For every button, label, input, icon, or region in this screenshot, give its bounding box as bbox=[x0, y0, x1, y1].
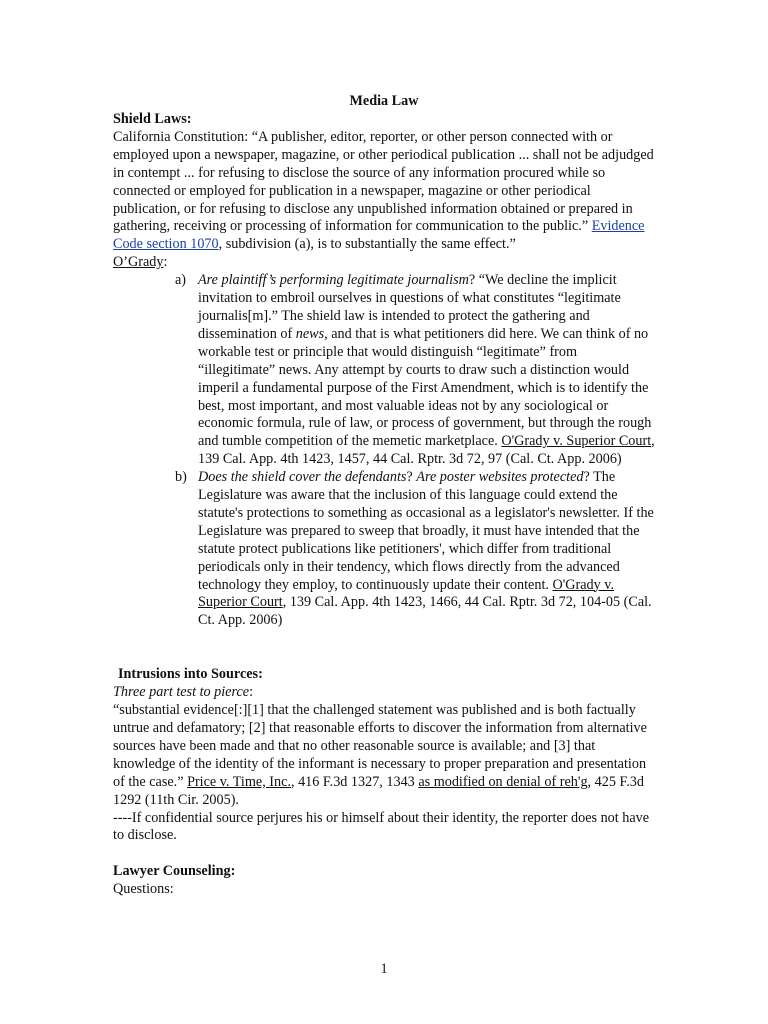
question-legitimate-journalism: Are plaintiff’s performing legitimate journalism bbox=[198, 272, 469, 289]
item-a-citation-rest: , 139 Cal. App. 4th 1423, 1457, 44 Cal. Rptr. 3d 72, 97 (Cal. Ct. App. 2006) bbox=[198, 433, 655, 468]
item-a-news: news, bbox=[295, 325, 328, 342]
item-a-citation-case: O'Grady v. Superior Court bbox=[501, 433, 652, 450]
section-spacer bbox=[113, 630, 655, 666]
questions-label: Questions: bbox=[113, 881, 174, 898]
document-page bbox=[113, 93, 655, 899]
item-b-citation-rest: , 139 Cal. App. 4th 1423, 1466, 44 Cal. Rptr. 3d 72, 104-05 (Cal. Ct. App. 2006) bbox=[198, 594, 652, 629]
question-shield-cover: Does the shield cover the defendants bbox=[198, 469, 407, 486]
list-item-a bbox=[113, 272, 655, 469]
item-b-sep: ? bbox=[406, 469, 417, 486]
list-marker-b: b) bbox=[175, 469, 187, 486]
item-b-citation-case: O'Grady v. Superior Court bbox=[198, 576, 615, 611]
three-part-test-label bbox=[113, 684, 655, 702]
item-a-text-2: and that is what petitioners did here. We can think of no workable test or principle that would distinguish “legitimate” from “illegitimate” news. Any attempt by courts to draw such a distinction would imperil a fundamental purpose of the First Amendment, which is to identify the best, most important, and most valuable ideas not by any sociological or economic formula, rule of law, or process of government, but through the rough and tumble competition of the memetic marketplace. bbox=[198, 325, 652, 450]
page-number: 1 bbox=[380, 961, 388, 977]
item-a-text-1: ? “We decline the implicit invitation to embroil ourselves in questions of what constitutes “legitimate journalis[m].” The shield law is intended to protect the gathering and dissemination of bbox=[198, 272, 621, 342]
california-constitution-paragraph bbox=[113, 129, 655, 254]
constitution-quote: California Constitution: “A publisher, editor, reporter, or other person connected with or employed upon a newspaper, magazine, or other periodical publication ... shall not be adjudged in contempt ... for refusing to disclose the source of any information procured while so connected or employed for publication in a newspaper, magazine or other periodical publication, or for refusing to disclose any unpublished information obtained or prepared in gathering, receiving or processing of information for communication to the public.” bbox=[113, 128, 654, 235]
three-part-test-colon: : bbox=[249, 684, 254, 701]
ogrady-colon: : bbox=[163, 254, 168, 271]
intrusions-heading: Intrusions into Sources: bbox=[118, 666, 263, 683]
ogrady-case-name: O’Grady bbox=[113, 254, 164, 271]
constitution-quote-tail: , subdivision (a), is to substantially the same effect.” bbox=[218, 236, 516, 253]
price-quote-paragraph bbox=[113, 702, 655, 809]
section-spacer bbox=[113, 845, 655, 863]
list-item-b bbox=[113, 469, 655, 630]
price-citation-tail: 425 F.3d 1292 (11th Cir. 2005). bbox=[113, 773, 644, 808]
evidence-code-link[interactable]: Evidence Code section 1070 bbox=[113, 218, 645, 253]
ogrady-label bbox=[113, 254, 655, 272]
lawyer-counseling-heading: Lawyer Counseling: bbox=[113, 863, 236, 880]
confidential-source-note: ----If confidential source perjures his or himself about their identity, the reporter does not have to disclose. bbox=[113, 809, 650, 844]
list-marker-a: a) bbox=[175, 272, 187, 289]
price-citation-modified: as modified on denial of reh'g, bbox=[418, 773, 592, 790]
price-citation-mid: , 416 F.3d 1327, 1343 bbox=[290, 773, 419, 790]
three-part-test-text: Three part test to pierce bbox=[113, 684, 250, 701]
question-poster-websites: Are poster websites protected bbox=[416, 469, 584, 486]
document-title: Media Law bbox=[349, 93, 419, 109]
ogrady-issue-list bbox=[113, 272, 655, 630]
item-b-text: ? The Legislature was aware that the inclusion of this language could extend the statute's protections to something as occasional as a legislator's newsletter. If the Legislature was prepared to sweep that broadly, it must have intended that the statute protect publications like petitioners', which differ from traditional periodicals only in their tendency, which flows directly from the advanced technology they employ, to continuously update their content. bbox=[198, 469, 654, 593]
price-citation-case: Price v. Time, Inc. bbox=[187, 773, 291, 790]
price-quote: “substantial evidence[:][1] that the challenged statement was published and is both factually untrue and defamatory; [2] that reasonable efforts to discover the information from alternative sources have been made and that no other reasonable source is available; and [3] that knowledge of the identity of the informant is necessary to proper preparation and presentation of the case.” bbox=[113, 702, 647, 790]
shield-laws-heading: Shield Laws: bbox=[113, 111, 192, 127]
